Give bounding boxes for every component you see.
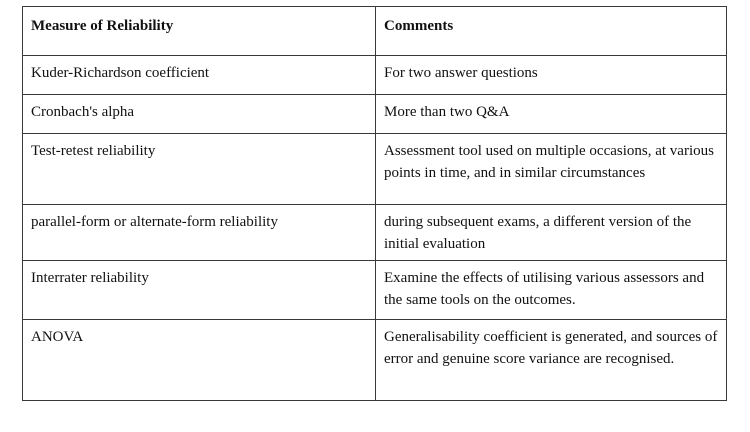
measure-cell: parallel-form or alternate-form reliability xyxy=(23,205,376,261)
header-comments: Comments xyxy=(376,7,727,56)
measure-cell: Test-retest reliability xyxy=(23,134,376,205)
comment-cell: Assessment tool used on multiple occasions, at various points in time, and in similar circumstances xyxy=(376,134,727,205)
comment-cell: Generalisability coefficient is generated, and sources of error and genuine score variance are recognised. xyxy=(376,320,727,401)
reliability-table xyxy=(22,6,727,401)
table-row xyxy=(23,261,727,320)
measure-cell: Interrater reliability xyxy=(23,261,376,320)
comment-cell: For two answer questions xyxy=(376,56,727,95)
comment-cell: More than two Q&A xyxy=(376,95,727,134)
measure-cell: Cronbach's alpha xyxy=(23,95,376,134)
comment-cell: during subsequent exams, a different version of the initial evaluation xyxy=(376,205,727,261)
table-row xyxy=(23,95,727,134)
table-row xyxy=(23,134,727,205)
table-row xyxy=(23,205,727,261)
table-row xyxy=(23,56,727,95)
measure-cell: Kuder-Richardson coefficient xyxy=(23,56,376,95)
table-row xyxy=(23,320,727,401)
table-header-row xyxy=(23,7,727,56)
comment-cell: Examine the effects of utilising various assessors and the same tools on the outcomes. xyxy=(376,261,727,320)
measure-cell: ANOVA xyxy=(23,320,376,401)
header-measure: Measure of Reliability xyxy=(23,7,376,56)
